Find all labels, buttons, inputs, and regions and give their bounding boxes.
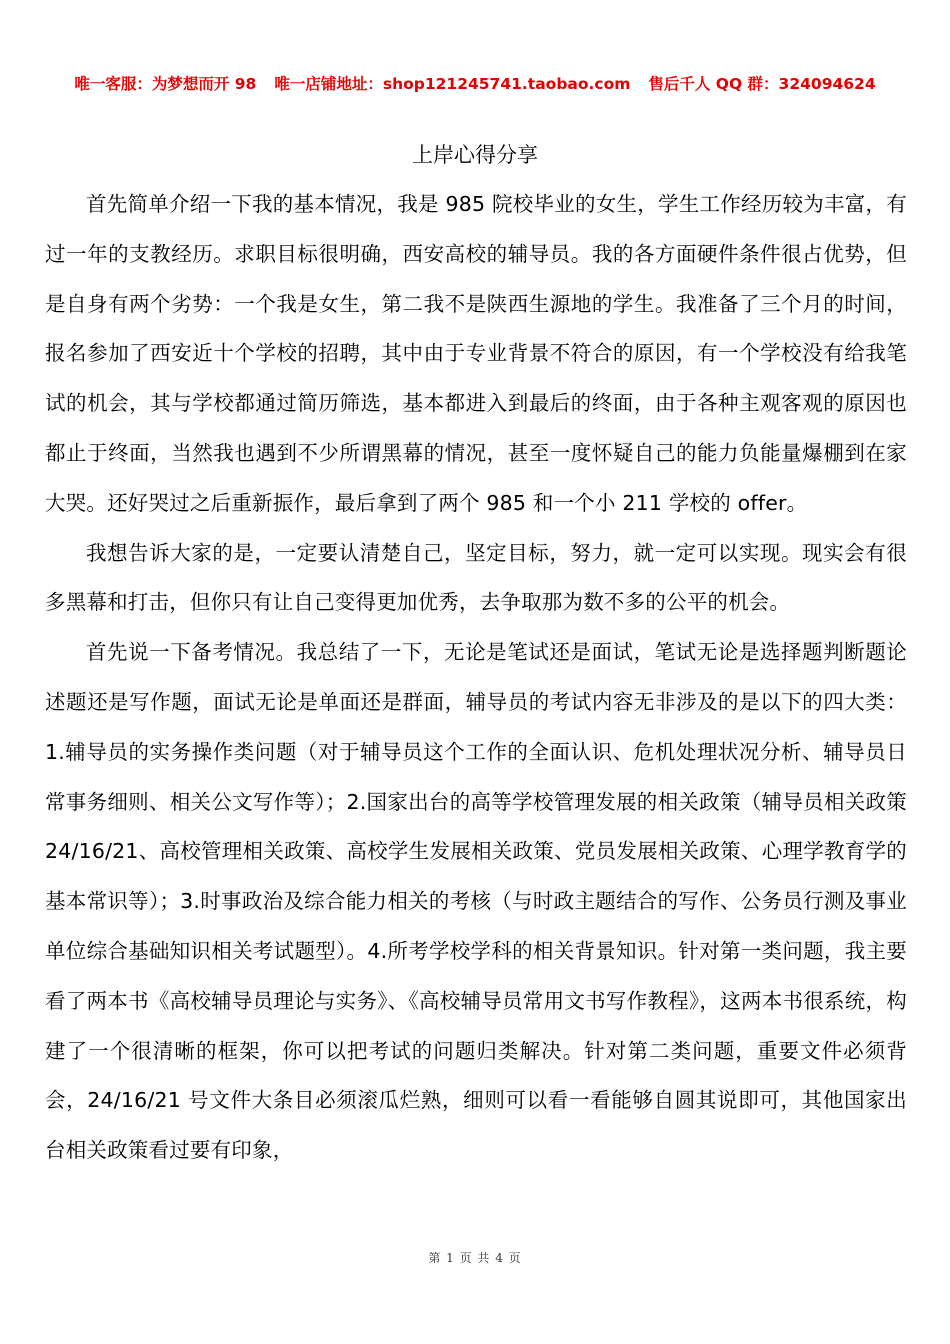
document-title: 上岸心得分享 xyxy=(412,143,538,167)
header-qq-group: 售后千人 QQ 群：324094624 xyxy=(648,75,876,93)
paragraph-2: 我想告诉大家的是，一定要认清楚自己，坚定目标，努力，就一定可以实现。现实会有很多黑幕和打击，但你只有让自己变得更加优秀，去争取那为数不多的公平的机会。 xyxy=(45,540,907,615)
header-banner xyxy=(0,72,950,94)
paragraph-1: 首先简单介绍一下我的基本情况，我是 985 院校毕业的女生，学生工作经历较为丰富，有过一年的支教经历。求职目标很明确，西安高校的辅导员。我的各方面硬件条件很占优势，但是自身有两个劣势：一个我是女生，第二我不是陕西生源地的学生。我准备了三个月的时间，报名参加了西安近十个学校的招聘，其中由于专业背景不符合的原因，有一个学校没有给我笔试的机会，其与学校都通过简历筛选，基本都进入到最后的终面，由于各种主观客观的原因也都止于终面，当然我也遇到不少所谓黑幕的情况，甚至一度怀疑自己的能力负能量爆棚到在家大哭。还好哭过之后重新振作，最后拿到了两个 985 和一个小 211 学校的 offer。 xyxy=(45,192,907,515)
header-service: 唯一客服：为梦想而开 98 xyxy=(74,75,257,93)
page-footer: 第 1 页 共 4 页 xyxy=(428,1251,522,1265)
paragraph-3: 首先说一下备考情况。我总结了一下，无论是笔试还是面试，笔试无论是选择题判断题论述题还是写作题，面试无论是单面还是群面，辅导员的考试内容无非涉及的是以下的四大类：1.辅导员的实务操作类问题（对于辅导员这个工作的全面认识、危机处理状况分析、辅导员日常事务细则、相关公文写作等）；2.国家出台的高等学校管理发展的相关政策（辅导员相关政策 24/16/21、高校管理相关政策、高校学生发展相关政策、党员发展相关政策、心理学教育学的基本常识等）；3.时事政治及综合能力相关的考核（与时政主题结合的写作、公务员行测及事业单位综合基础知识相关考试题型）。4.所考学校学科的相关背景知识。针对第一类问题，我主要看了两本书《高校辅导员理论与实务》、《高校辅导员常用文书写作教程》，这两本书很系统，构建了一个很清晰的框架，你可以把考试的问题归类解决。针对第二类问题，重要文件必须背会，24/16/21 号文件大条目必须滚瓜烂熟，细则可以看一看能够自圆其说即可，其他国家出台相关政策看过要有印象， xyxy=(45,640,907,1163)
header-shop-address: 唯一店铺地址：shop121245741.taobao.com xyxy=(274,75,631,93)
document-body xyxy=(45,180,907,1176)
